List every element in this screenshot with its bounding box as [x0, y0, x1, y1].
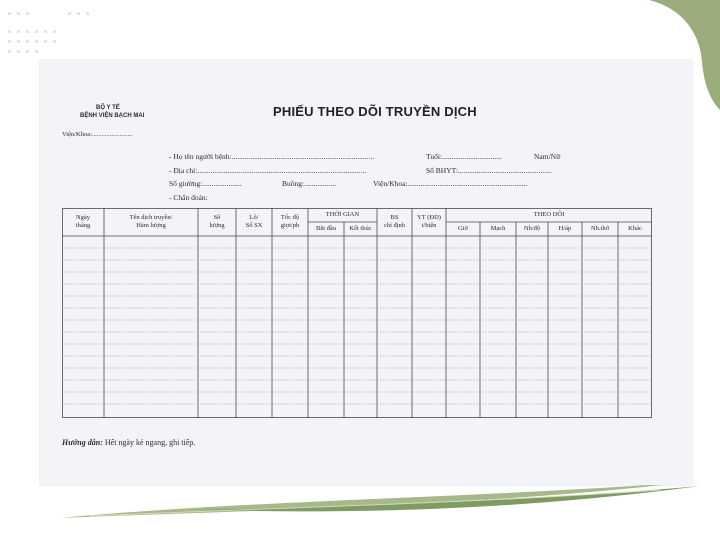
col-header-end: Kết thúc [349, 225, 372, 232]
col-header-speed: Tốc độ giọt/ph [280, 214, 300, 229]
col-group-time: THỜI GIAN [325, 211, 360, 218]
col-header-temperature: Nh/độ [523, 225, 541, 232]
instructions-label: Hướng dẫn: [62, 438, 103, 447]
col-group-follow: THEO DÕI [533, 211, 565, 218]
table-grid-lines [62, 208, 652, 418]
infusion-table [62, 208, 652, 418]
col-header-lot: Lô/ Số SX [245, 214, 263, 229]
bottom-swoosh-decoration [0, 480, 720, 540]
room-field: Buồng:................. [282, 179, 336, 188]
patient-name-field: - Họ tên người bệnh:............................................................................ [169, 152, 375, 161]
org-department: Viện/Khoa:......................... [62, 131, 133, 138]
col-header-nurse: YT (ĐD) t/hiện [417, 214, 441, 229]
col-header-drug: Tên dịch truyền/ Hàm lượng [129, 214, 173, 229]
diagnosis-field: - Chẩn đoán: [169, 193, 208, 202]
col-header-blood-pressure: H/áp [558, 225, 572, 232]
org-hospital: BỆNH VIỆN BẠCH MAI [80, 113, 145, 119]
col-header-pulse: Mạch [490, 225, 506, 232]
org-ministry: BỘ Y TẾ [96, 105, 120, 111]
bed-field: Số giường:..................... [169, 179, 242, 188]
age-field: Tuổi:................................ [426, 152, 502, 161]
instructions-text: Hết ngày kẻ ngang, ghi tiếp. [104, 438, 196, 447]
insurance-field: Số BHYT:.................................................. [426, 166, 552, 175]
col-header-hour: Giờ [458, 225, 468, 232]
col-header-other: Khác [628, 225, 642, 232]
col-header-start: Bắt đầu [315, 225, 337, 232]
form-title: PHIẾU THEO DÕI TRUYỀN DỊCH [273, 104, 477, 119]
dept-field: Viện/Khoa:................................................................ [373, 179, 528, 188]
dot-pattern-decoration [8, 8, 118, 56]
col-header-date: Ngày tháng [75, 214, 91, 229]
gender-field: Nam/Nữ [534, 152, 561, 161]
col-header-doctor: BS chỉ định [383, 214, 406, 229]
instructions-footer [62, 438, 195, 448]
scanned-form [40, 60, 692, 485]
col-header-respiration: Nh.thở [590, 225, 610, 232]
address-field: - Địa chỉ:.......................................................................................... [169, 166, 367, 175]
col-header-quantity: Số lượng [209, 214, 225, 229]
